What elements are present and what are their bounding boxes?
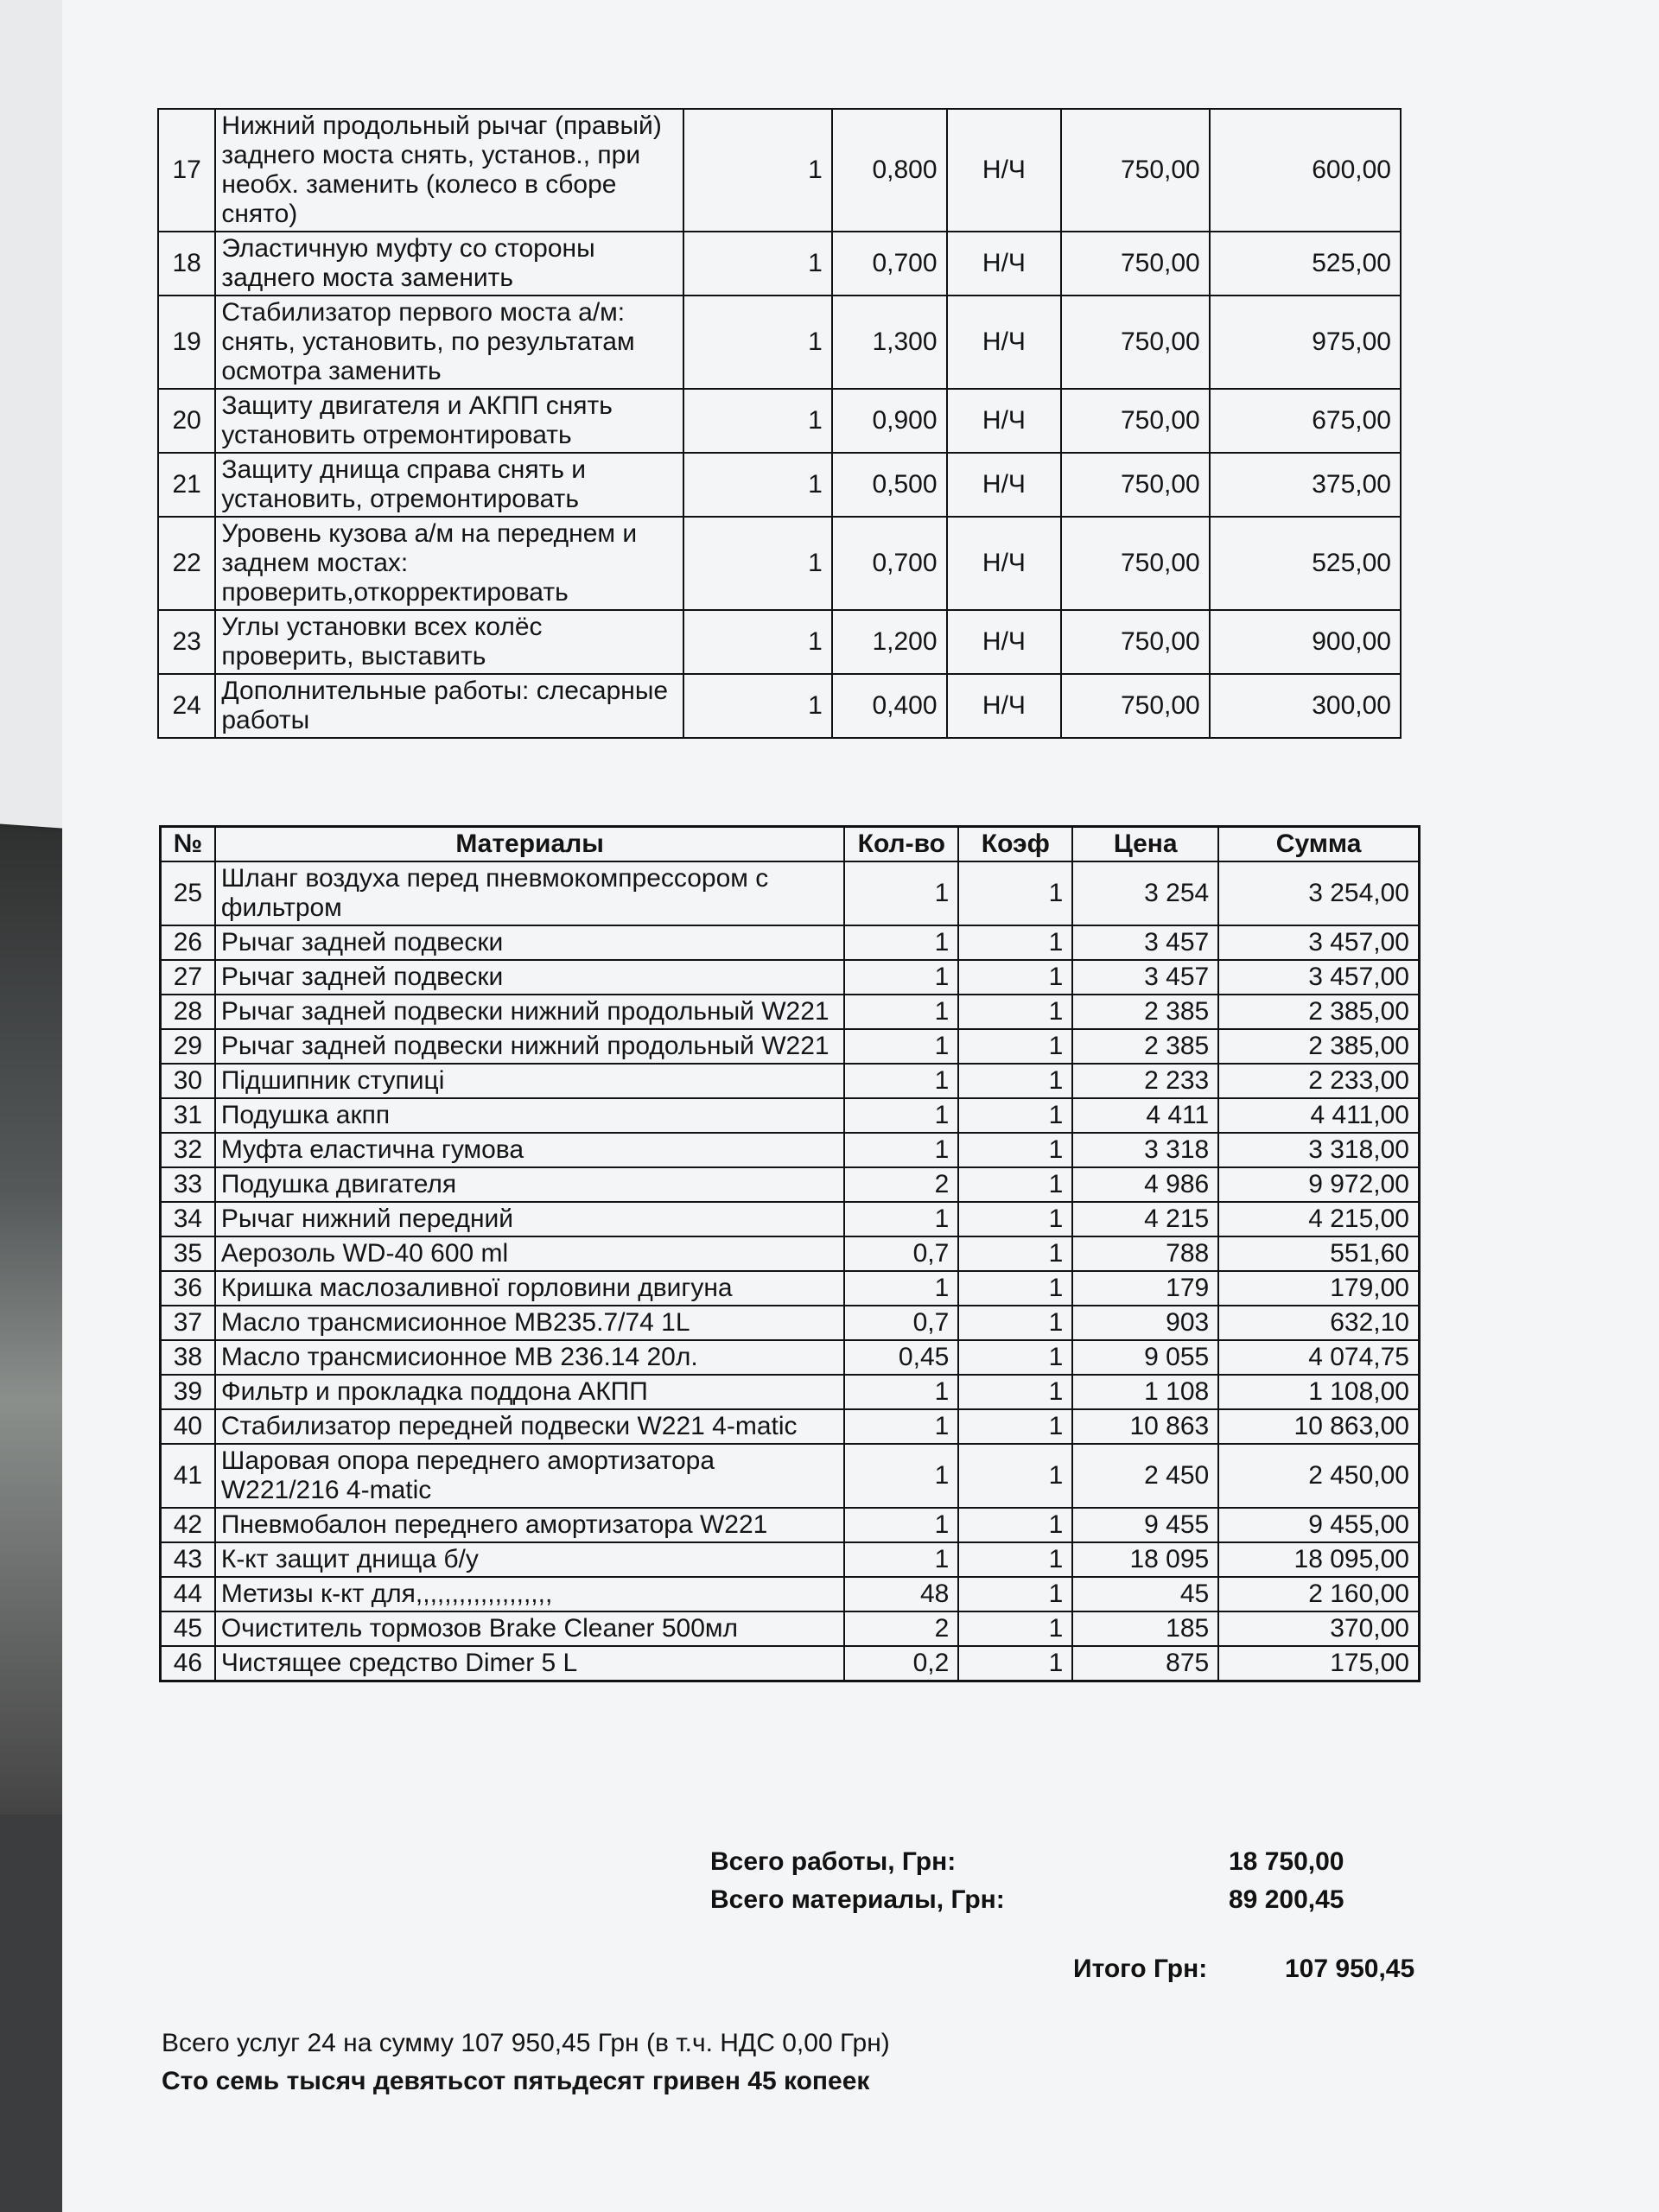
material-name: Фильтр и прокладка поддона АКПП	[215, 1375, 845, 1409]
work-row	[158, 453, 1401, 517]
material-quantity: 2	[844, 1167, 958, 1202]
work-quantity: 1	[683, 517, 831, 610]
material-number: 43	[161, 1542, 215, 1577]
material-price: 4 986	[1072, 1167, 1218, 1202]
material-row	[161, 1340, 1420, 1375]
work-sum: 675,00	[1210, 389, 1401, 453]
material-quantity: 1	[844, 1064, 958, 1098]
material-coefficient: 1	[958, 1098, 1072, 1133]
material-number: 37	[161, 1306, 215, 1340]
material-coefficient: 1	[958, 1611, 1072, 1646]
material-quantity: 0,45	[844, 1340, 958, 1375]
material-row	[161, 1542, 1420, 1577]
material-row	[161, 1409, 1420, 1444]
work-price: 750,00	[1061, 610, 1209, 674]
work-description: Защиту двигателя и АКПП снять установить отремонтировать	[215, 389, 683, 453]
header-number: №	[161, 827, 215, 862]
material-number: 41	[161, 1444, 215, 1508]
material-number: 44	[161, 1577, 215, 1611]
material-name: Рычаг задней подвески нижний продольный W221	[215, 1029, 845, 1064]
material-number: 29	[161, 1029, 215, 1064]
material-price: 2 385	[1072, 1029, 1218, 1064]
material-sum: 2 385,00	[1218, 995, 1419, 1029]
material-sum: 2 450,00	[1218, 1444, 1419, 1508]
material-coefficient: 1	[958, 1577, 1072, 1611]
material-name: Масло трансмисионное MB235.7/74 1L	[215, 1306, 845, 1340]
header-sum: Сумма	[1218, 827, 1419, 862]
work-description: Уровень кузова а/м на переднем и заднем мостах: проверить,откорректировать	[215, 517, 683, 610]
material-price: 45	[1072, 1577, 1218, 1611]
work-price: 750,00	[1061, 453, 1209, 517]
material-quantity: 1	[844, 1202, 958, 1236]
work-number: 24	[158, 674, 215, 738]
material-price: 2 233	[1072, 1064, 1218, 1098]
material-sum: 9 455,00	[1218, 1508, 1419, 1542]
materials-header-row	[161, 827, 1420, 862]
total-materials-label: Всего материалы, Грн:	[710, 1885, 1005, 1914]
material-price: 3 318	[1072, 1133, 1218, 1167]
material-number: 35	[161, 1236, 215, 1271]
material-name: Рычаг задней подвески	[215, 925, 845, 960]
work-unit: Н/Ч	[947, 296, 1062, 389]
material-number: 45	[161, 1611, 215, 1646]
work-hours: 1,300	[832, 296, 947, 389]
material-row	[161, 960, 1420, 995]
material-number: 26	[161, 925, 215, 960]
material-quantity: 1	[844, 1271, 958, 1306]
material-quantity: 1	[844, 925, 958, 960]
material-number: 32	[161, 1133, 215, 1167]
work-description: Защиту днища справа снять и установить, отремонтировать	[215, 453, 683, 517]
material-row	[161, 1646, 1420, 1681]
material-row	[161, 1236, 1420, 1271]
material-quantity: 1	[844, 1508, 958, 1542]
material-quantity: 48	[844, 1577, 958, 1611]
material-name: Подушка акпп	[215, 1098, 845, 1133]
work-quantity: 1	[683, 109, 831, 232]
material-row	[161, 995, 1420, 1029]
material-name: Очиститель тормозов Brake Cleaner 500мл	[215, 1611, 845, 1646]
material-row	[161, 1202, 1420, 1236]
material-coefficient: 1	[958, 1064, 1072, 1098]
work-quantity: 1	[683, 296, 831, 389]
work-row	[158, 389, 1401, 453]
work-hours: 0,800	[832, 109, 947, 232]
work-number: 20	[158, 389, 215, 453]
work-row	[158, 610, 1401, 674]
work-unit: Н/Ч	[947, 674, 1062, 738]
material-row	[161, 1133, 1420, 1167]
material-price: 2 385	[1072, 995, 1218, 1029]
material-price: 10 863	[1072, 1409, 1218, 1444]
material-price: 179	[1072, 1271, 1218, 1306]
work-description: Нижний продольный рычаг (правый) заднего моста снять, установ., при необх. заменить (колесо в сборе снято)	[215, 109, 683, 232]
material-quantity: 1	[844, 1444, 958, 1508]
work-price: 750,00	[1061, 232, 1209, 296]
material-name: Стабилизатор передней подвески W221 4-matic	[215, 1409, 845, 1444]
material-sum: 3 254,00	[1218, 861, 1419, 925]
material-coefficient: 1	[958, 1167, 1072, 1202]
material-coefficient: 1	[958, 1340, 1072, 1375]
material-number: 39	[161, 1375, 215, 1409]
work-row	[158, 674, 1401, 738]
work-sum: 975,00	[1210, 296, 1401, 389]
services-summary: Всего услуг 24 на сумму 107 950,45 Грн (в т.ч. НДС 0,00 Грн)	[162, 2029, 890, 2057]
header-coefficient: Коэф	[958, 827, 1072, 862]
material-number: 30	[161, 1064, 215, 1098]
material-price: 4 215	[1072, 1202, 1218, 1236]
work-unit: Н/Ч	[947, 232, 1062, 296]
material-coefficient: 1	[958, 1306, 1072, 1340]
work-number: 21	[158, 453, 215, 517]
material-price: 2 450	[1072, 1444, 1218, 1508]
work-unit: Н/Ч	[947, 389, 1062, 453]
work-sum: 375,00	[1210, 453, 1401, 517]
material-name: Муфта еластична гумова	[215, 1133, 845, 1167]
total-works-value: 18 750,00	[1229, 1847, 1344, 1876]
material-quantity: 0,2	[844, 1646, 958, 1681]
work-sum: 525,00	[1210, 517, 1401, 610]
work-sum: 300,00	[1210, 674, 1401, 738]
material-price: 4 411	[1072, 1098, 1218, 1133]
material-coefficient: 1	[958, 1271, 1072, 1306]
material-row	[161, 1167, 1420, 1202]
material-row	[161, 1098, 1420, 1133]
material-coefficient: 1	[958, 1409, 1072, 1444]
header-quantity: Кол-во	[844, 827, 958, 862]
material-sum: 2 160,00	[1218, 1577, 1419, 1611]
material-number: 27	[161, 960, 215, 995]
work-sum: 600,00	[1210, 109, 1401, 232]
material-coefficient: 1	[958, 960, 1072, 995]
material-sum: 2 233,00	[1218, 1064, 1419, 1098]
material-number: 36	[161, 1271, 215, 1306]
material-number: 31	[161, 1098, 215, 1133]
material-coefficient: 1	[958, 1202, 1072, 1236]
material-sum: 632,10	[1218, 1306, 1419, 1340]
material-sum: 551,60	[1218, 1236, 1419, 1271]
material-price: 903	[1072, 1306, 1218, 1340]
material-price: 185	[1072, 1611, 1218, 1646]
work-quantity: 1	[683, 232, 831, 296]
work-unit: Н/Ч	[947, 517, 1062, 610]
material-quantity: 1	[844, 1098, 958, 1133]
material-sum: 4 411,00	[1218, 1098, 1419, 1133]
work-description: Стабилизатор первого моста а/м: снять, установить, по результатам осмотра заменить	[215, 296, 683, 389]
material-sum: 4 215,00	[1218, 1202, 1419, 1236]
material-quantity: 1	[844, 995, 958, 1029]
material-quantity: 1	[844, 861, 958, 925]
material-name: Метизы к-кт для,,,,,,,,,,,,,,,,,,,	[215, 1577, 845, 1611]
material-sum: 1 108,00	[1218, 1375, 1419, 1409]
material-name: Чистящее средство Dimer 5 L	[215, 1646, 845, 1681]
material-coefficient: 1	[958, 1236, 1072, 1271]
material-row	[161, 1271, 1420, 1306]
material-quantity: 1	[844, 1029, 958, 1064]
material-row	[161, 1306, 1420, 1340]
grand-total-label: Итого Грн:	[1073, 1955, 1208, 1983]
material-name: Шаровая опора переднего амортизатора W221/216 4-matic	[215, 1444, 845, 1508]
material-row	[161, 1611, 1420, 1646]
material-sum: 18 095,00	[1218, 1542, 1419, 1577]
material-number: 46	[161, 1646, 215, 1681]
work-unit: Н/Ч	[947, 610, 1062, 674]
work-number: 22	[158, 517, 215, 610]
material-row	[161, 1064, 1420, 1098]
work-quantity: 1	[683, 453, 831, 517]
work-number: 18	[158, 232, 215, 296]
work-sum: 900,00	[1210, 610, 1401, 674]
material-number: 40	[161, 1409, 215, 1444]
material-row	[161, 1029, 1420, 1064]
material-quantity: 0,7	[844, 1236, 958, 1271]
work-quantity: 1	[683, 389, 831, 453]
material-sum: 179,00	[1218, 1271, 1419, 1306]
material-price: 875	[1072, 1646, 1218, 1681]
total-works-label: Всего работы, Грн:	[710, 1847, 957, 1876]
material-name: Масло трансмисионное MB 236.14 20л.	[215, 1340, 845, 1375]
material-coefficient: 1	[958, 1029, 1072, 1064]
material-price: 1 108	[1072, 1375, 1218, 1409]
work-description: Дополнительные работы: слесарные работы	[215, 674, 683, 738]
work-row	[158, 109, 1401, 232]
material-number: 42	[161, 1508, 215, 1542]
material-coefficient: 1	[958, 925, 1072, 960]
work-row	[158, 296, 1401, 389]
material-sum: 175,00	[1218, 1646, 1419, 1681]
material-sum: 9 972,00	[1218, 1167, 1419, 1202]
material-quantity: 1	[844, 960, 958, 995]
total-materials-value: 89 200,45	[1229, 1885, 1344, 1914]
material-name: К-кт защит днища б/у	[215, 1542, 845, 1577]
work-unit: Н/Ч	[947, 109, 1062, 232]
work-unit: Н/Ч	[947, 453, 1062, 517]
material-row	[161, 1577, 1420, 1611]
material-price: 3 457	[1072, 925, 1218, 960]
material-sum: 3 318,00	[1218, 1133, 1419, 1167]
amount-in-words: Сто семь тысяч девятьсот пятьдесят гривен 45 копеек	[162, 2067, 870, 2095]
material-name: Підшипник ступиці	[215, 1064, 845, 1098]
work-number: 17	[158, 109, 215, 232]
material-sum: 370,00	[1218, 1611, 1419, 1646]
work-row	[158, 517, 1401, 610]
material-quantity: 1	[844, 1409, 958, 1444]
material-sum: 2 385,00	[1218, 1029, 1419, 1064]
material-coefficient: 1	[958, 1542, 1072, 1577]
material-name: Рычаг задней подвески	[215, 960, 845, 995]
material-coefficient: 1	[958, 1444, 1072, 1508]
material-name: Пневмобалон переднего амортизатора W221	[215, 1508, 845, 1542]
work-price: 750,00	[1061, 389, 1209, 453]
work-hours: 0,400	[832, 674, 947, 738]
material-quantity: 1	[844, 1133, 958, 1167]
works-table	[157, 108, 1402, 739]
material-row	[161, 1508, 1420, 1542]
material-number: 28	[161, 995, 215, 1029]
material-row	[161, 925, 1420, 960]
work-description: Эластичную муфту со стороны заднего моста заменить	[215, 232, 683, 296]
material-sum: 4 074,75	[1218, 1340, 1419, 1375]
material-price: 3 254	[1072, 861, 1218, 925]
work-hours: 0,500	[832, 453, 947, 517]
material-number: 38	[161, 1340, 215, 1375]
work-quantity: 1	[683, 674, 831, 738]
materials-table	[159, 825, 1421, 1682]
material-coefficient: 1	[958, 1375, 1072, 1409]
material-coefficient: 1	[958, 995, 1072, 1029]
work-number: 23	[158, 610, 215, 674]
work-quantity: 1	[683, 610, 831, 674]
material-number: 33	[161, 1167, 215, 1202]
material-name: Рычаг нижний передний	[215, 1202, 845, 1236]
material-row	[161, 1444, 1420, 1508]
material-name: Подушка двигателя	[215, 1167, 845, 1202]
material-name: Кришка маслозаливної горловини двигуна	[215, 1271, 845, 1306]
work-price: 750,00	[1061, 674, 1209, 738]
work-description: Углы установки всех колёс проверить, выставить	[215, 610, 683, 674]
material-price: 9 055	[1072, 1340, 1218, 1375]
work-row	[158, 232, 1401, 296]
material-sum: 3 457,00	[1218, 925, 1419, 960]
work-price: 750,00	[1061, 517, 1209, 610]
material-quantity: 1	[844, 1375, 958, 1409]
material-price: 18 095	[1072, 1542, 1218, 1577]
document-page	[62, 0, 1659, 2212]
material-name: Аерозоль WD-40 600 ml	[215, 1236, 845, 1271]
material-coefficient: 1	[958, 1508, 1072, 1542]
material-coefficient: 1	[958, 1646, 1072, 1681]
material-number: 25	[161, 861, 215, 925]
header-price: Цена	[1072, 827, 1218, 862]
material-sum: 3 457,00	[1218, 960, 1419, 995]
material-quantity: 0,7	[844, 1306, 958, 1340]
work-price: 750,00	[1061, 296, 1209, 389]
grand-total-value: 107 950,45	[1285, 1955, 1415, 1983]
work-hours: 0,700	[832, 232, 947, 296]
work-price: 750,00	[1061, 109, 1209, 232]
work-number: 19	[158, 296, 215, 389]
material-price: 788	[1072, 1236, 1218, 1271]
material-price: 9 455	[1072, 1508, 1218, 1542]
material-quantity: 1	[844, 1542, 958, 1577]
material-quantity: 2	[844, 1611, 958, 1646]
header-materials: Материалы	[215, 827, 845, 862]
material-sum: 10 863,00	[1218, 1409, 1419, 1444]
material-row	[161, 861, 1420, 925]
material-name: Шланг воздуха перед пневмокомпрессором с фильтром	[215, 861, 845, 925]
material-coefficient: 1	[958, 1133, 1072, 1167]
material-number: 34	[161, 1202, 215, 1236]
work-sum: 525,00	[1210, 232, 1401, 296]
work-hours: 0,700	[832, 517, 947, 610]
material-name: Рычаг задней подвески нижний продольный W221	[215, 995, 845, 1029]
work-hours: 0,900	[832, 389, 947, 453]
material-coefficient: 1	[958, 861, 1072, 925]
material-price: 3 457	[1072, 960, 1218, 995]
material-row	[161, 1375, 1420, 1409]
work-hours: 1,200	[832, 610, 947, 674]
